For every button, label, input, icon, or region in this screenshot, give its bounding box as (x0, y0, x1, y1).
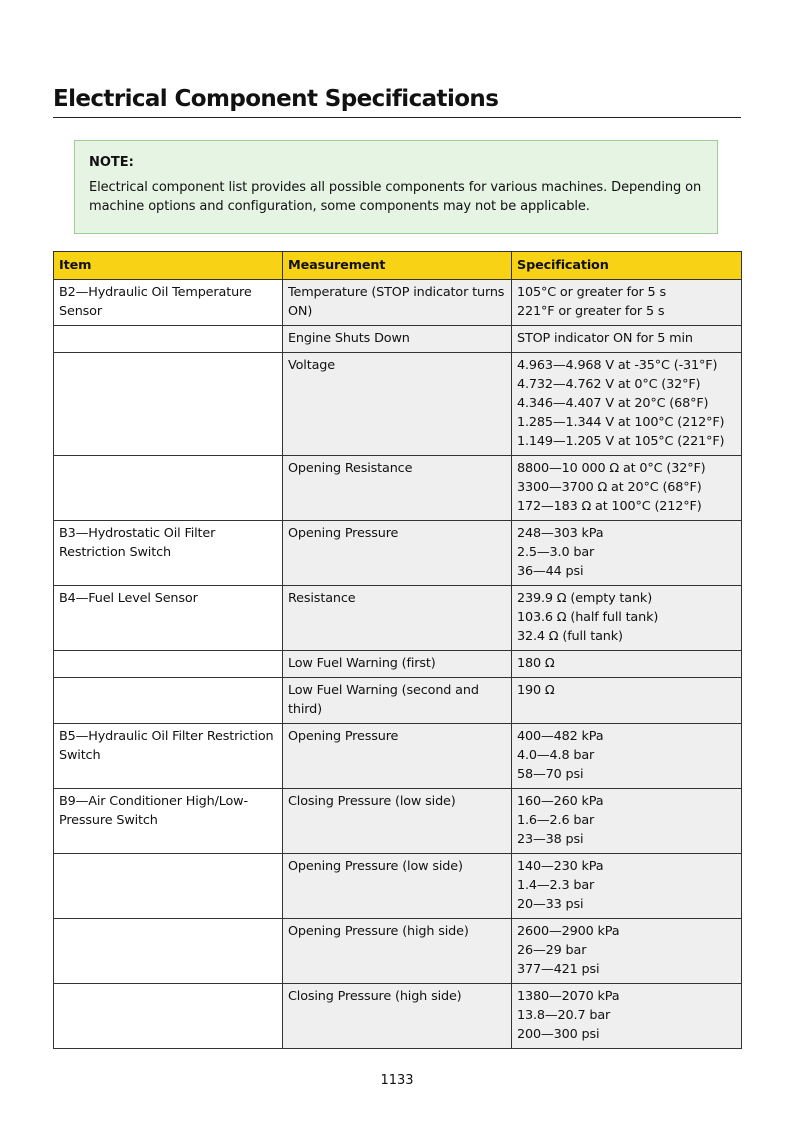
specification-cell (512, 353, 742, 456)
table-row (54, 651, 742, 678)
specification-line: 4.732—4.762 V at 0°C (32°F) (517, 377, 701, 392)
item-cell: B3—Hydrostatic Oil Filter Restriction Switch (54, 521, 283, 586)
item-cell (54, 651, 283, 678)
table-row (54, 586, 742, 651)
item-cell (54, 353, 283, 456)
specification-line: 26—29 bar (517, 943, 587, 958)
specification-line: 103.6 Ω (half full tank) (517, 610, 659, 625)
specification-line: 190 Ω (517, 683, 555, 698)
specification-line: 3300—3700 Ω at 20°C (68°F) (517, 480, 702, 495)
specification-line: 13.8—20.7 bar (517, 1008, 611, 1023)
measurement-cell: Closing Pressure (high side) (283, 984, 512, 1049)
specification-cell (512, 521, 742, 586)
item-cell: B5—Hydraulic Oil Filter Restriction Switch (54, 724, 283, 789)
specification-cell (512, 724, 742, 789)
specification-cell (512, 984, 742, 1049)
specification-cell (512, 456, 742, 521)
specification-line: 36—44 psi (517, 564, 584, 579)
column-header-item: Item (54, 252, 283, 280)
measurement-cell: Closing Pressure (low side) (283, 789, 512, 854)
specification-cell (512, 789, 742, 854)
item-cell (54, 456, 283, 521)
page-number: 1133 (380, 1073, 414, 1088)
specification-line: 172—183 Ω at 100°C (212°F) (517, 499, 702, 514)
table-row (54, 984, 742, 1049)
table-body (54, 280, 742, 1049)
specification-line: 160—260 kPa (517, 794, 604, 809)
specification-line: 239.9 Ω (empty tank) (517, 591, 653, 606)
specification-line: 105°C or greater for 5 s (517, 285, 666, 300)
specification-line: 32.4 Ω (full tank) (517, 629, 623, 644)
note-title: NOTE: (89, 155, 134, 170)
specification-cell (512, 651, 742, 678)
spec-table (53, 251, 742, 1049)
specification-cell (512, 326, 742, 353)
measurement-cell: Opening Pressure (283, 521, 512, 586)
note-body: Electrical component list provides all possible components for various machines. Depending on machine options and configuration, some components may not be applicable. (89, 180, 702, 214)
item-cell: B9—Air Conditioner High/Low-Pressure Switch (54, 789, 283, 854)
specification-line: 20—33 psi (517, 897, 584, 912)
column-header-specification: Specification (512, 252, 742, 280)
table-row (54, 521, 742, 586)
specification-line: 140—230 kPa (517, 859, 604, 874)
table-row (54, 353, 742, 456)
specification-line: 221°F or greater for 5 s (517, 304, 665, 319)
specification-line: 1.285—1.344 V at 100°C (212°F) (517, 415, 725, 430)
item-cell (54, 326, 283, 353)
measurement-cell: Low Fuel Warning (second and third) (283, 678, 512, 724)
specification-line: 23—38 psi (517, 832, 584, 847)
specification-line: 4.0—4.8 bar (517, 748, 595, 763)
specification-line: 180 Ω (517, 656, 555, 671)
specification-cell (512, 854, 742, 919)
specification-line: 1.149—1.205 V at 105°C (221°F) (517, 434, 725, 449)
specification-line: 200—300 psi (517, 1027, 600, 1042)
specification-line: 8800—10 000 Ω at 0°C (32°F) (517, 461, 706, 476)
specification-line: 2.5—3.0 bar (517, 545, 595, 560)
item-cell (54, 854, 283, 919)
table-row (54, 678, 742, 724)
specification-cell (512, 678, 742, 724)
specification-line: 248—303 kPa (517, 526, 604, 541)
specification-line: 1380—2070 kPa (517, 989, 620, 1004)
item-cell: B4—Fuel Level Sensor (54, 586, 283, 651)
specification-cell (512, 586, 742, 651)
table-row (54, 789, 742, 854)
measurement-cell: Resistance (283, 586, 512, 651)
item-cell (54, 678, 283, 724)
specification-line: 1.6—2.6 bar (517, 813, 595, 828)
measurement-cell: Opening Pressure (283, 724, 512, 789)
table-row (54, 724, 742, 789)
specification-line: STOP indicator ON for 5 min (517, 331, 693, 346)
measurement-cell: Voltage (283, 353, 512, 456)
measurement-cell: Opening Resistance (283, 456, 512, 521)
table-header-row (54, 252, 742, 280)
measurement-cell: Temperature (STOP indicator turns ON) (283, 280, 512, 326)
note-box (74, 140, 718, 234)
table-row (54, 456, 742, 521)
specification-cell (512, 280, 742, 326)
specification-line: 377—421 psi (517, 962, 600, 977)
item-cell (54, 919, 283, 984)
table-row (54, 854, 742, 919)
specification-line: 4.346—4.407 V at 20°C (68°F) (517, 396, 709, 411)
table-row (54, 919, 742, 984)
specification-line: 4.963—4.968 V at -35°C (-31°F) (517, 358, 718, 373)
measurement-cell: Opening Pressure (high side) (283, 919, 512, 984)
measurement-cell: Engine Shuts Down (283, 326, 512, 353)
specification-cell (512, 919, 742, 984)
measurement-cell: Opening Pressure (low side) (283, 854, 512, 919)
column-header-measurement: Measurement (283, 252, 512, 280)
specification-line: 58—70 psi (517, 767, 584, 782)
measurement-cell: Low Fuel Warning (first) (283, 651, 512, 678)
table-row (54, 326, 742, 353)
table-row (54, 280, 742, 326)
item-cell (54, 984, 283, 1049)
specification-line: 2600—2900 kPa (517, 924, 620, 939)
item-cell: B2—Hydraulic Oil Temperature Sensor (54, 280, 283, 326)
specification-line: 400—482 kPa (517, 729, 604, 744)
page-title: Electrical Component Specifications (53, 86, 741, 118)
specification-line: 1.4—2.3 bar (517, 878, 595, 893)
